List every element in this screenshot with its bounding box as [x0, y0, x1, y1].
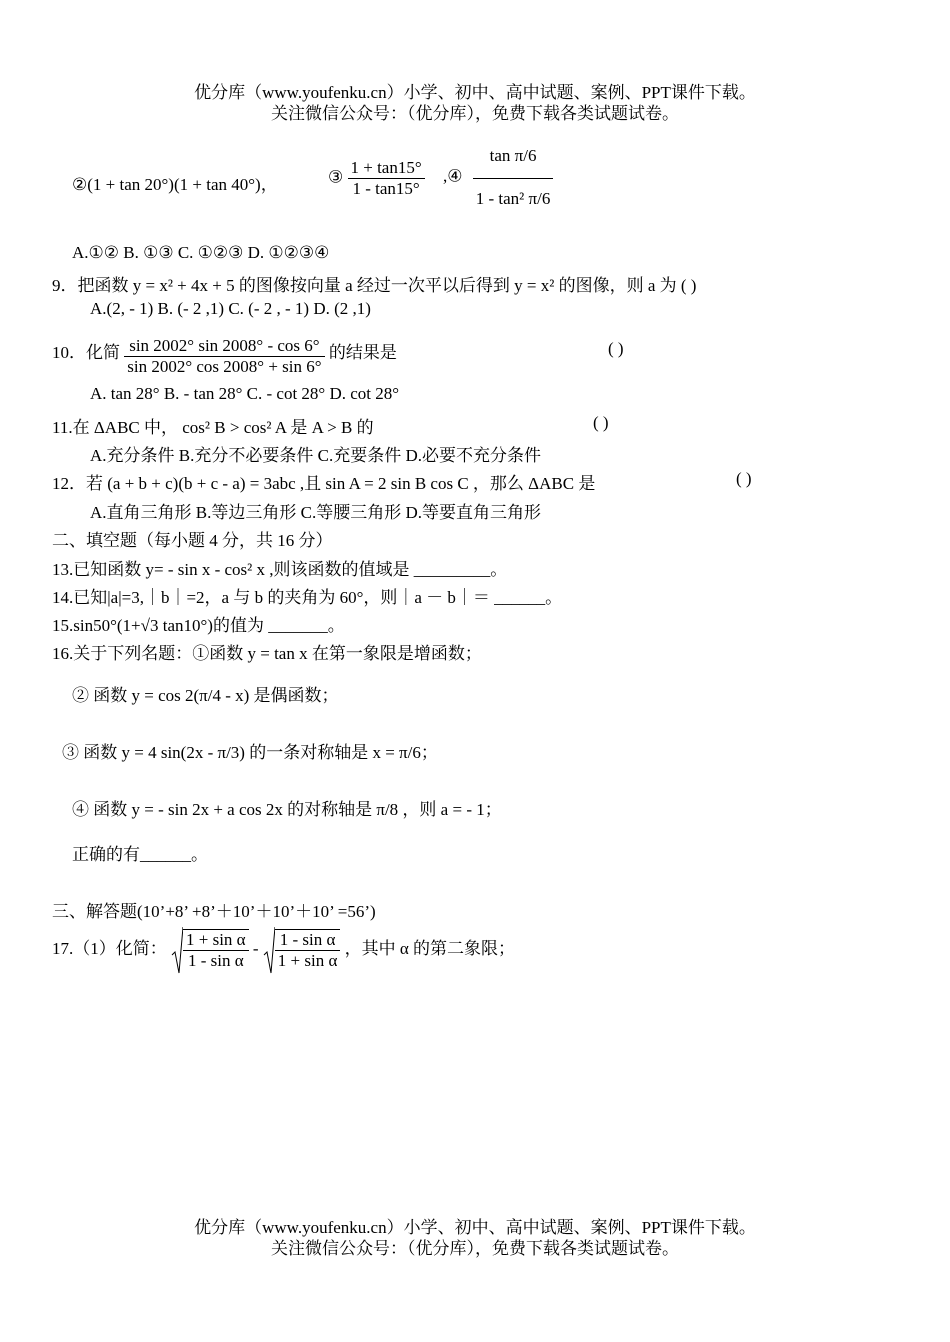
q8-item-4-numerator: tan π/6: [473, 146, 554, 179]
q8-item-3: [328, 158, 425, 199]
q17-radical-1: [171, 925, 249, 975]
radical-sign-icon: [171, 925, 183, 975]
q17-numerator-1: 1 + sin α: [183, 930, 249, 951]
q9-stem: 9．把函数 y = x² + 4x + 5 的图像按向量 a 经过一次平以后得到 y = x² 的图像，则 a 为 ( ): [52, 276, 697, 295]
q10-label: 10．化简: [52, 343, 120, 362]
q10-numerator: sin 2002° sin 2008° - cos 6°: [124, 336, 324, 357]
q8-item-3-numerator: 1 + tan15°: [348, 158, 425, 179]
q10-options: A. tan 28° B. - tan 28° C. - cot 28° D. cot 28°: [90, 384, 400, 403]
q8-item-3-label: ③: [328, 167, 344, 187]
footer-line-1: 优分库（www.youfenku.cn）小学、初中、高中试题、案例、PPT课件下载。: [194, 1218, 756, 1237]
q8-item-2: ②(1 + tan 20°)(1 + tan 40°)，: [72, 175, 278, 194]
section-3-heading: 三、解答题(10’+8’ +8’＋10’＋10’＋10’ =56’): [52, 902, 376, 921]
q13: 13.已知函数 y= - sin x - cos² x ,则该函数的值域是 _________。: [52, 560, 508, 579]
q12-answer-paren: ( ): [736, 469, 752, 488]
q11-answer-paren: ( ): [593, 413, 609, 432]
q14: 14.已知|a|=3,｜b｜=2，a 与 b 的夹角为 60°，则｜a － b｜＝ ______。: [52, 588, 563, 607]
q9-options: A.(2, - 1) B. (- 2 ,1) C. (- 2 , - 1) D. (2 ,1): [90, 299, 371, 318]
q8-item-3-denominator: 1 - tan15°: [352, 179, 420, 198]
q10-tail: 的结果是: [328, 343, 397, 362]
q8-item-4-fraction: [473, 146, 554, 209]
q17: [52, 925, 515, 975]
footer-line-2: 关注微信公众号：（优分库），免费下载各类试题试卷。: [271, 1239, 679, 1258]
q10-answer-paren: ( ): [608, 339, 624, 358]
q17-label: 17.（1）化简：: [52, 938, 167, 958]
q17-fraction-1: [183, 929, 249, 971]
q8-item-4-label: ,④: [443, 166, 463, 186]
q16-item-2: ② 函数 y = cos 2(π/4 - x) 是偶函数；: [72, 686, 339, 705]
q8-options: A.①② B. ①③ C. ①②③ D. ①②③④: [72, 243, 330, 262]
q8-item-4: [443, 146, 553, 209]
q16-item-3: ③ 函数 y = 4 sin(2x - π/3) 的一条对称轴是 x = π/6；: [62, 743, 438, 762]
header-line-2: 关注微信公众号：（优分库），免费下载各类试题试卷。: [271, 104, 679, 123]
q17-radical-2: [263, 925, 341, 975]
q8-item-4-denominator: 1 - tan² π/6: [475, 189, 551, 208]
q17-minus: -: [252, 938, 259, 958]
q8-item-3-fraction: [348, 158, 425, 199]
q15: 15.sin50°(1+√3 tan10°)的值为 _______。: [52, 616, 345, 635]
q10-fraction: [124, 336, 324, 377]
radical-sign-icon: [263, 925, 275, 975]
header-line-1: 优分库（www.youfenku.cn）小学、初中、高中试题、案例、PPT课件下载。: [194, 83, 756, 102]
q17-fraction-2: [275, 929, 341, 971]
q17-denominator-2: 1 + sin α: [277, 951, 338, 970]
q17-tail: ，其中 α 的第二象限；: [344, 938, 516, 958]
q12-stem: 12．若 (a + b + c)(b + c - a) = 3abc ,且 sin A = 2 sin B cos C ，那么 ΔABC 是: [52, 474, 596, 493]
q17-denominator-1: 1 - sin α: [187, 951, 244, 970]
q17-numerator-2: 1 - sin α: [275, 930, 341, 951]
section-2-heading: 二、填空题（每小题 4 分，共 16 分）: [52, 531, 333, 550]
q11-stem: 11.在 ΔABC 中， cos² B > cos² A 是 A > B 的: [52, 418, 374, 437]
q11-options: A.充分条件 B.充分不必要条件 C.充要条件 D.必要不充分条件: [90, 446, 541, 465]
q16-item-4: ④ 函数 y = - sin 2x + a cos 2x 的对称轴是 π/8 ，则 a = - 1；: [72, 800, 502, 819]
q12-options: A.直角三角形 B.等边三角形 C.等腰三角形 D.等要直角三角形: [90, 503, 541, 522]
q16-stem: 16.关于下列名题：①函数 y = tan x 在第一象限是增函数；: [52, 644, 482, 663]
q10-denominator: sin 2002° cos 2008° + sin 6°: [127, 357, 322, 376]
q10-stem: [52, 336, 397, 377]
q16-answer: 正确的有______。: [72, 845, 208, 864]
